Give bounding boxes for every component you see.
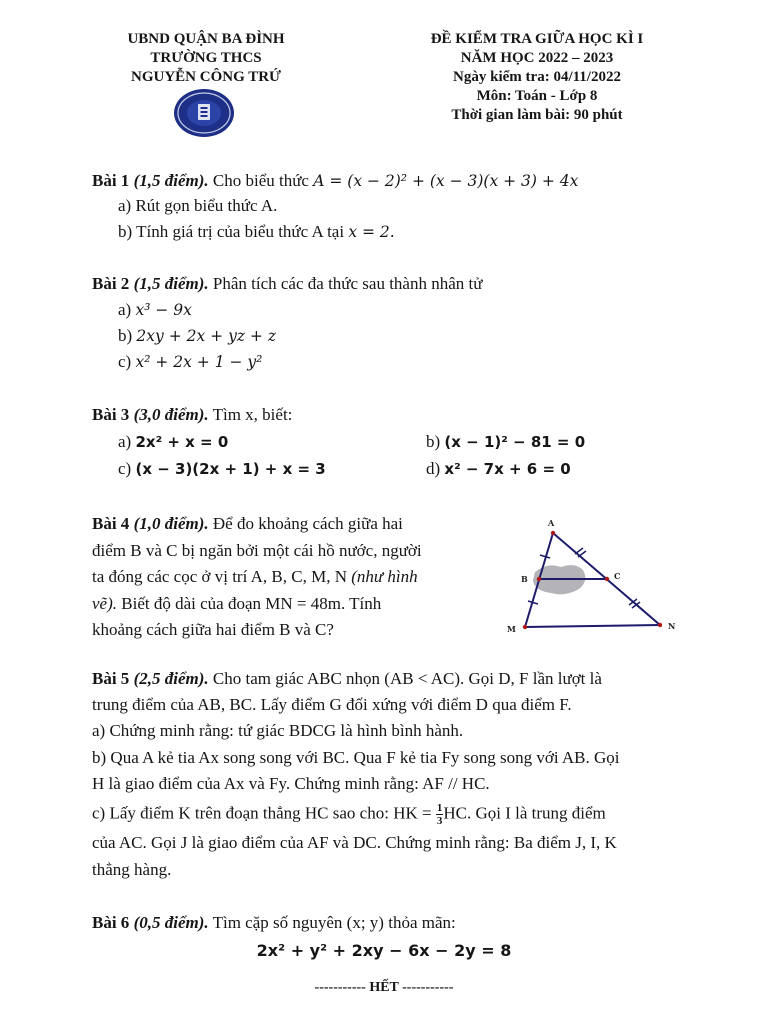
problem-4-text1: Để đo khoảng cách giữa hai [212, 514, 403, 533]
problem-2b-math: 2xy + 2x + yz + z [136, 327, 276, 345]
subject: Môn: Toán - Lớp 8 [476, 88, 598, 104]
problem-3-points: (3,0 điểm). [133, 405, 209, 424]
problem-2-points: (1,5 điểm). [133, 274, 209, 293]
problem-5-line1 [92, 668, 602, 690]
problem-1-points: (1,5 điểm). [133, 171, 209, 190]
fraction-denominator: 3 [436, 815, 443, 827]
problem-6-equation: 2x² + y² + 2xy − 6x − 2y = 8 [256, 941, 512, 960]
school-type: TRƯỜNG THCS [150, 50, 262, 66]
problem-2-title: Bài 2 [92, 274, 130, 293]
problem-1-expression: A = (x − 2)² + (x − 3)(x + 3) + 4x [313, 172, 579, 190]
segment-mn [525, 625, 660, 627]
problem-1-intro: Cho biểu thức [212, 171, 309, 190]
problem-1b [118, 221, 395, 243]
header-right [372, 30, 702, 125]
problem-2-intro: Phân tích các đa thức sau thành nhân tử [212, 274, 483, 293]
problem-3c-label: c) [118, 459, 132, 478]
problem-2a-math: x³ − 9x [135, 301, 192, 319]
problem-3b-label: b) [426, 432, 441, 451]
problem-5-line2: trung điểm của AB, BC. Lấy điểm G đối xứng với điểm D qua điểm F. [92, 695, 572, 714]
problem-1b-text: b) Tính giá trị của biểu thức A tại [118, 222, 345, 241]
problem-6-intro: Tìm cặp số nguyên (x; y) thỏa mãn: [212, 913, 456, 932]
problem-5-title: Bài 5 [92, 669, 130, 688]
problem-3d [426, 458, 571, 480]
problem-4-line4 [92, 593, 381, 615]
problem-2a [118, 299, 192, 321]
problem-3c [118, 458, 326, 480]
label-c: C [614, 571, 621, 581]
label-a: A [548, 518, 555, 528]
label-b: B [521, 574, 528, 584]
problem-4-title: Bài 4 [92, 514, 130, 533]
problem-1-heading [92, 170, 578, 192]
problem-3b [426, 431, 585, 453]
problem-4-text4a: vẽ). [92, 594, 118, 613]
problem-5-points: (2,5 điểm). [133, 669, 209, 688]
exam-date: Ngày kiểm tra: 04/11/2022 [453, 69, 621, 85]
problem-3c-math: (x − 3)(2x + 1) + x = 3 [135, 460, 326, 478]
triangle-figure [495, 515, 695, 640]
problem-6-points: (0,5 điểm). [133, 913, 209, 932]
problem-5c-line2: của AC. Gọi J là giao điểm của AF và DC. Chứng minh rằng: Ba điểm J, I, K [92, 833, 617, 852]
problem-5c-line1 [92, 802, 606, 827]
end-marker: ----------- HẾT ----------- [314, 980, 454, 995]
district-name: UBND QUẬN BA ĐÌNH [127, 31, 285, 47]
problem-4-text3a: ta đóng các cọc ở vị trí A, B, C, M, N [92, 567, 347, 586]
problem-5-text1: Cho tam giác ABC nhọn (AB < AC). Gọi D, F lần lượt là [212, 669, 602, 688]
problem-5b-line1: b) Qua A kẻ tia Ax song song với BC. Qua F kẻ tia Fy song song với AB. Gọi [92, 748, 620, 767]
exam-duration: Thời gian làm bài: 90 phút [451, 107, 623, 123]
problem-1-title: Bài 1 [92, 171, 130, 190]
problem-2c-math: x² + 2x + 1 − y² [135, 353, 263, 371]
problem-5c-text1a: c) Lấy điểm K trên đoạn thẳng HC sao cho: HK = [92, 803, 432, 823]
problem-2a-label: a) [118, 300, 132, 319]
problem-1b-math: x = 2. [348, 223, 395, 241]
problem-1a: a) Rút gọn biểu thức A. [118, 196, 278, 215]
problem-3d-math: x² − 7x + 6 = 0 [444, 460, 571, 478]
header-left [86, 30, 326, 87]
problem-5b-line2: H là giao điểm của Ax và Fy. Chứng minh rằng: AF // HC. [92, 774, 490, 793]
problem-4-text4b: Biết độ dài của đoạn MN = 48m. Tính [121, 594, 382, 613]
problem-3a [118, 431, 228, 453]
problem-3-heading [92, 404, 292, 426]
problem-3-intro: Tìm x, biết: [212, 405, 293, 424]
problem-2-heading [92, 273, 482, 295]
label-m: M [507, 624, 516, 634]
problem-3-title: Bài 3 [92, 405, 130, 424]
problem-4-line3 [92, 566, 418, 588]
problem-4-line1 [92, 513, 403, 535]
exam-title: ĐỀ KIỂM TRA GIỮA HỌC KÌ I [430, 31, 644, 47]
problem-6-heading [92, 912, 456, 934]
problem-2b [118, 325, 276, 347]
problem-5c-text1b: HC. Gọi I là trung điểm [443, 803, 606, 823]
problem-4-line5: khoảng cách giữa hai điểm B và C? [92, 620, 334, 639]
problem-4-line2: điểm B và C bị ngăn bởi một cái hồ nước, người [92, 541, 422, 560]
school-logo [172, 88, 236, 138]
fraction-numerator: 1 [436, 802, 443, 814]
problem-4-text3b: (như hình [351, 567, 418, 586]
problem-6-title: Bài 6 [92, 913, 130, 932]
school-year: NĂM HỌC 2022 – 2023 [460, 50, 614, 66]
problem-4-points: (1,0 điểm). [133, 514, 209, 533]
problem-2b-label: b) [118, 326, 133, 345]
problem-3d-label: d) [426, 459, 441, 478]
school-name: NGUYỄN CÔNG TRỨ [130, 69, 281, 85]
problem-3a-math: 2x² + x = 0 [135, 433, 229, 451]
problem-3a-label: a) [118, 432, 132, 451]
problem-5c-line3: thẳng hàng. [92, 860, 172, 879]
problem-5a: a) Chứng minh rằng: tứ giác BDCG là hình bình hành. [92, 721, 464, 740]
label-n: N [668, 621, 676, 631]
problem-2c-label: c) [118, 352, 132, 371]
problem-3b-math: (x − 1)² − 81 = 0 [444, 433, 586, 451]
problem-2c [118, 351, 262, 373]
